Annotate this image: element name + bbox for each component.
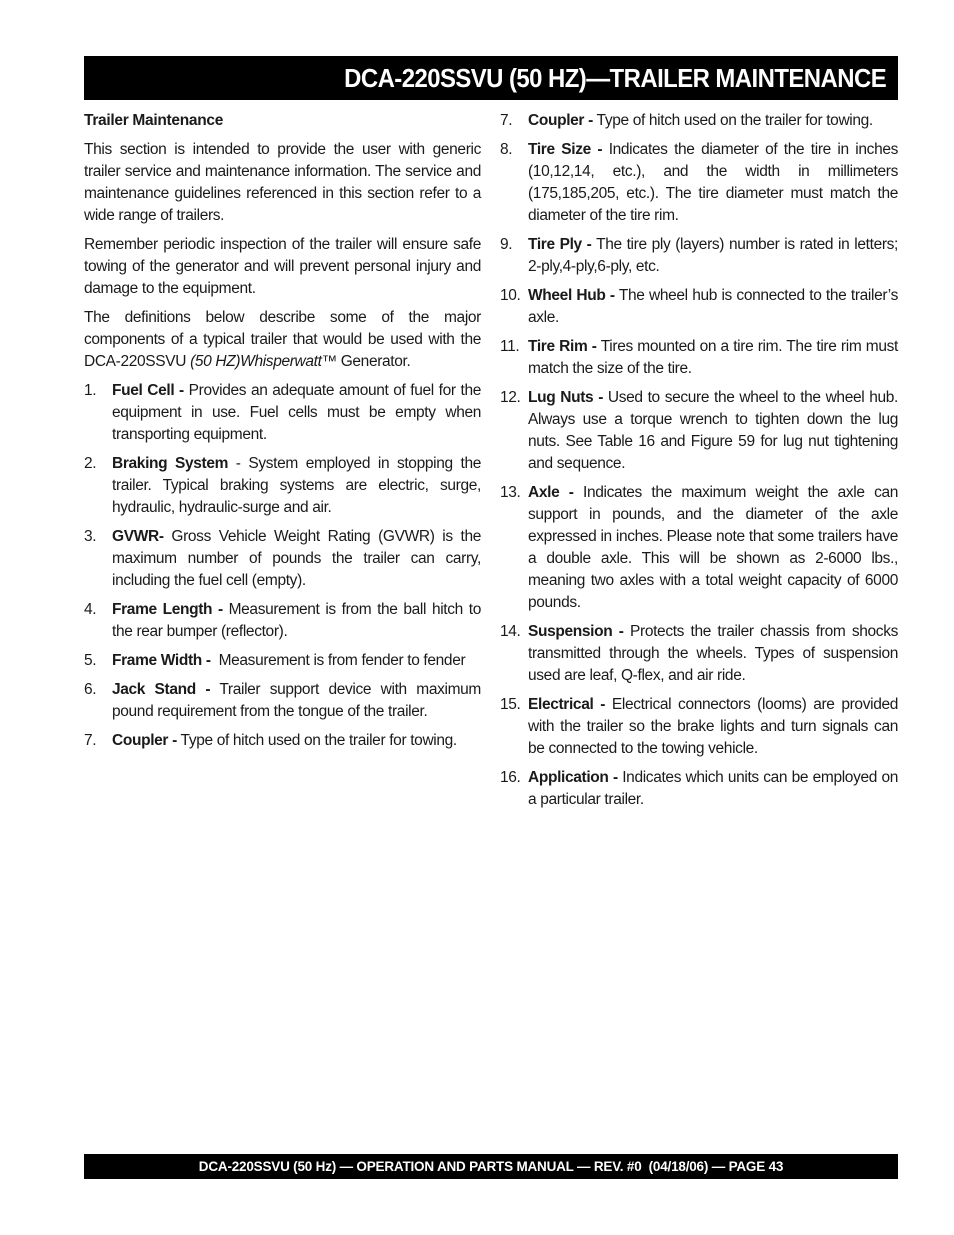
item-text: Type of hitch used on the trailer for towing. (176, 732, 457, 749)
item-text: Indicates which units can be employed on a particular trailer. (528, 769, 898, 808)
definitions-text-end: Generator. (336, 353, 411, 370)
list-item (84, 730, 481, 752)
item-term: Tire Size - (528, 141, 603, 158)
item-text: The tire ply (layers) number is rated in letters; 2-ply,4-ply,6-ply, etc. (528, 236, 899, 275)
list-item (500, 387, 898, 475)
list-item (84, 526, 481, 592)
item-text: Trailer support device with maximum pound requirement from the tongue of the trailer. (112, 681, 481, 720)
item-term: Coupler - (528, 112, 593, 129)
item-number: 6. (84, 681, 97, 698)
item-text: Protects the trailer chassis from shocks transmitted through the wheels. Types of suspension used are leaf, Q-flex, and air ride. (528, 623, 898, 684)
item-term: Frame Length - (112, 601, 223, 618)
item-text: Measurement is from the ball hitch to the rear bumper (reflector). (112, 601, 481, 640)
item-text: Measurement is from fender to fender (210, 652, 466, 669)
list-item (500, 285, 898, 329)
header-bar (84, 56, 898, 100)
list-item (500, 234, 898, 278)
item-number: 1. (84, 382, 97, 399)
item-term: GVWR- (112, 528, 164, 545)
item-number: 16. (500, 769, 521, 786)
right-definition-list (500, 110, 898, 811)
right-column (500, 110, 898, 818)
inspection-paragraph: Remember periodic inspection of the trailer will ensure safe towing of the generator and will prevent personal injury and damage to the equipment. (84, 236, 481, 297)
item-term: Jack Stand - (112, 681, 211, 698)
item-number: 2. (84, 455, 97, 472)
item-number: 8. (500, 141, 513, 158)
list-item (84, 650, 481, 672)
list-item (84, 599, 481, 643)
item-term: Suspension - (528, 623, 624, 640)
item-term: Electrical - (528, 696, 606, 713)
item-number: 5. (84, 652, 97, 669)
definitions-paragraph (84, 307, 481, 373)
item-term: Braking System (112, 455, 229, 472)
item-term: Coupler - (112, 732, 177, 749)
item-text: Provides an adequate amount of fuel for the equipment in use. Fuel cells must be empty when transporting equipment. (112, 382, 481, 443)
item-number: 9. (500, 236, 513, 253)
item-term: Axle - (528, 484, 574, 501)
footer-text: DCA-220SSVU (50 Hz) — OPERATION AND PARTS MANUAL — REV. #0 (04/18/06) — PAGE 43 (198, 1159, 784, 1174)
item-number: 7. (500, 112, 513, 129)
item-text: - System employed in stopping the trailer. Typical braking systems are electric, surge, hydraulic, hydraulic-surge and air. (112, 455, 482, 516)
list-item (500, 694, 898, 760)
list-item (500, 767, 898, 811)
item-number: 13. (500, 484, 521, 501)
list-item (500, 110, 898, 132)
item-term: Wheel Hub - (528, 287, 615, 304)
item-number: 15. (500, 696, 521, 713)
item-number: 4. (84, 601, 97, 618)
item-text: Electrical connectors (looms) are provided with the trailer so the brake lights and turn signals can be connected to the towing vehicle. (528, 696, 899, 757)
item-term: Lug Nuts - (528, 389, 604, 406)
list-item (84, 679, 481, 723)
item-term: Fuel Cell - (112, 382, 184, 399)
list-item (500, 621, 898, 687)
item-text: Type of hitch used on the trailer for towing. (592, 112, 873, 129)
item-text: Used to secure the wheel to the wheel hub. Always use a torque wrench to tighten down the lug nuts. See Table 16 and Figure 59 for lug nut tightening and sequence. (528, 389, 899, 472)
intro-paragraph: This section is intended to provide the user with generic trailer service and maintenance information. The service and maintenance guidelines referenced in this section refer to a wide range of trailers. (84, 141, 481, 224)
left-column (84, 110, 481, 759)
footer-bar (84, 1154, 898, 1179)
item-text: The wheel hub is connected to the trailer’s axle. (528, 287, 898, 326)
page-title: DCA-220SSVU (50 HZ)—TRAILER MAINTENANCE (344, 62, 886, 93)
left-definition-list (84, 380, 481, 752)
item-number: 12. (500, 389, 521, 406)
item-text: Tires mounted on a tire rim. The tire rim must match the size of the tire. (528, 338, 898, 377)
definitions-text-start: The definitions below describe some of the major components of a typical trailer that would be used with the DCA-220SSVU (84, 309, 481, 370)
item-text: Indicates the diameter of the tire in inches (10,12,14, etc.), and the width in millimeters (175,185,205, etc.). The tire diameter must match the diameter of the tire rim. (528, 141, 899, 224)
list-item (84, 453, 481, 519)
list-item (500, 336, 898, 380)
item-term: Application - (528, 769, 618, 786)
item-number: 10. (500, 287, 521, 304)
list-item (500, 482, 898, 614)
section-heading: Trailer Maintenance (84, 112, 224, 129)
item-text: Indicates the maximum weight the axle can support in pounds, and the diameter of the axle expressed in inches. Please note that some trailers have a double axle. This will be shown as 2-6000 lbs., meaning two axles with a total weight capacity of 6000 pounds. (528, 484, 899, 611)
model-name-italic: (50 HZ)Whisperwatt™ (190, 353, 337, 370)
item-number: 3. (84, 528, 97, 545)
item-term: Tire Ply - (528, 236, 592, 253)
item-number: 14. (500, 623, 521, 640)
item-number: 11. (500, 338, 520, 355)
list-item (500, 139, 898, 227)
item-term: Tire Rim - (528, 338, 597, 355)
item-text: Gross Vehicle Weight Rating (GVWR) is the maximum number of pounds the trailer can carry, including the fuel cell (empty). (112, 528, 481, 589)
item-number: 7. (84, 732, 97, 749)
item-term: Frame Width - (112, 652, 211, 669)
list-item (84, 380, 481, 446)
